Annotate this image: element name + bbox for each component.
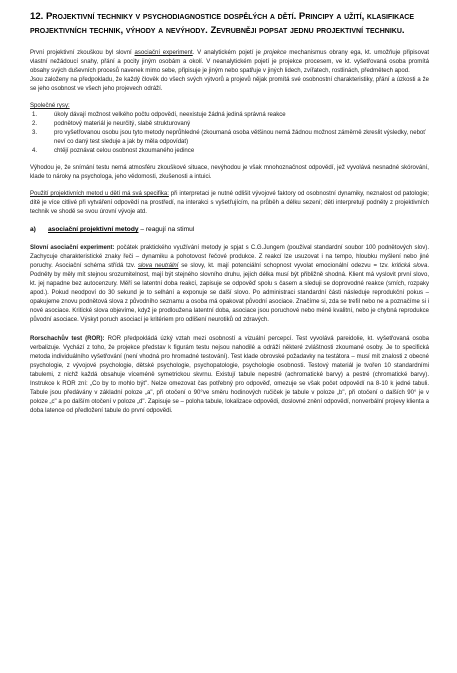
list-text: pro vyšetřovanou osobu jsou tyto metody neprůhledné (zkoumaná osoba většinou nemá žádnou možnost záměrně zkreslit výsledky, neboť neví co daný test sleduje a jak by měla odpovídat) — [54, 130, 426, 145]
intro-text-3: . V analytickém pojetí je — [192, 50, 264, 56]
intro-line-2: Jsou založeny na předpokladu, že každý člověk do všech svých výtvorů a projevů nějak promítá své osobnostní charakteristiky, přání a úzkosti a že se jeho osobnost ve všech jeho projevech odráží. — [30, 77, 429, 92]
intro-paragraph — [30, 49, 429, 94]
word-association-part-2: se slovy, kt. mají potenciální schopnost vyvolat emocionální odezvu = tzv. — [178, 263, 392, 269]
intro-term-projection: projekce — [263, 50, 287, 56]
list-number: 4. — [32, 148, 38, 154]
common-features-block — [30, 102, 429, 111]
rorschach-label: Rorschachův test (ROR): — [30, 336, 105, 342]
intro-text-1: První projektivní zkouškou byl slovní — [30, 50, 135, 56]
list-number: 1. — [32, 112, 38, 118]
list-text: podnětový materiál je neurčitý, slabě strukturovaný — [54, 121, 191, 127]
section-a-subtitle: – reagují na stimul — [138, 226, 195, 233]
word-association-part-3: . Podněty by měly mít stejnou srozumitelnost, mají být stejného slovního druhu, jejich délka musí být přibližně shodná. Klient má vyslovit první slovo, kt. jej napadne bez autocenzury. Měří se latentní doba reakcí, zapisuje se odpověď spolu s časem a sleduji se doprovodné reakce (smích, rozpaky apod.). Pokud neodpoví do 30 sekund je to selhání a exponuje se další slovo. Po administraci standardní části následuje reprodukční pokus – opakujeme znovu podnětová slova z původního seznamu a osoba má opakovat původní asociace. Značíme si, zda se trefil nebo ne a poznačíme si i nové asociace. Kritické slova objevíme, když je prodloužena latentní doba, asociace jsou poruchové nebo méně kvalitní, nebo je chybná reprodukce původní asociace. Výskyt poruch asociací je kritériem pro odlišení neurotiků od zdravých. — [30, 263, 429, 323]
term-neutral-words: slova neutrální — [137, 263, 179, 269]
title-text: Projektivní techniky v psychodiagnostice dospělých a dětí. Principy a užití, klasifikace projektivních technik, výhody a nevýhody. Zevrubněji popsat jednu projektivní techniku. — [30, 11, 414, 36]
intro-text-5: mechanismus obrany ega, kt. umožňuje připisovat vlastní nežádoucí snahy, přání a pocity jiným osobám a okolí. V neanalytickém pojetí je projekce procesem, ve kt. vyšetřovaná osoba promítá obsahy svých duševních procesů navenek mimo sebe, připisuje je jiným nebo spatřuje v jiných lidech, zvířatech, rostlinách, předmětech apod. — [30, 50, 430, 74]
list-number: 2. — [32, 121, 38, 127]
rorschach-paragraph — [30, 335, 429, 416]
list-item — [30, 111, 429, 120]
page-title — [30, 10, 429, 37]
word-association-paragraph — [30, 244, 429, 325]
title-number: 12. — [30, 11, 44, 22]
intro-line-1 — [30, 49, 429, 76]
pros-cons-text: Výhodou je, že snímání testu nemá atmosféru zkouškové situace, nevýhodou je však mnohoznačnost odpovědí, jež vyvolává nesnadné skórování, klade to nároky na psychologa, jeho vědomosti, zkušenosti a intuici. — [30, 165, 429, 180]
word-association-part-1: počátek praktického využívání metody je spjat s C.G.Jungem (používal standardní soubor 100 podnětových slov). Zachycuje charakteristické znaky řeči – dynamiku a pohotovost řečové produkce. Z reakcí lze usuzovat i na tempo, hloubku myšlení nebo jiné poruchy. Asociační schéma střídá tzv. — [30, 245, 430, 269]
list-item — [30, 129, 429, 147]
pros-cons-paragraph — [30, 164, 429, 182]
list-text: chtějí poznávat celou osobnost zkoumaného jedince — [54, 148, 195, 154]
list-text: úkoly dávají možnost velkého počtu odpovědí, neexistuje žádná jediná správná reakce — [54, 112, 286, 118]
children-usage-text: při interpretaci je nutné odlišit vývojové faktory od osobnostní dynamiky, neznalost od patologie; dítě je více citlivé při vytváření odpovědí na prostředí, na interakci s vyšetřujícím, na průběh a délku sezení; děti interpretují podněty z projektivních technik ve shodě se svou úrovní vývoje atd. — [30, 191, 429, 215]
word-association-label: Slovní asociační experiment: — [30, 245, 115, 251]
section-a-title: asociační projektivní metody — [48, 226, 139, 233]
word-association-text — [30, 244, 429, 325]
rorschach-body: ROR předpokládá úzký vztah mezi osobností a vizuální percepcí. Test vyvolává pareidolie, kt. vyšetřovaná osoba verbalizuje. Vychází z toho, že projekce představ k figurám testu nejsou nahodilé a odráží některé zvláštnosti zkoumané osoby. Je to specifická metoda individuálního vyšetřování (není vhodná pro hromadné testování). Test klade obrovské požadavky na testátora – musí mít znalosti z obecné psychologie, z vývojové psychologie, dětské psychologie, psychopatologie, psychologie osobnosti. Testový materiál je tvořen 10 standardními tabulemi, z nichž každá obsahuje víceméně symetrickou skvrnu. Existují tabule nepestré (achromatické barvy) a pestré (chromatické barvy). Instrukce k ROR zní: „Co by to mohlo být". Nelze omezovat čas potřebný pro odpověď, omezuje se však počet odpovědí na 8-10 k jedné tabuli. Tabule jsou předávány v základní poloze „a", při otočení o 90°ve směru hodinových ručiček je tabule v poloze „b", při otočení o dalších 90° je v poloze „c" a po dalším otočení v poloze „d". Zapisuje se – poloha tabule, lokalizace odpovědi, doslovné znění odpovědí, nonverbální projevy klienta a doba latence od předložení tabule do první odpovědi. — [30, 336, 430, 414]
list-item — [30, 120, 429, 129]
list-number: 3. — [32, 130, 38, 136]
section-a-heading — [30, 225, 429, 234]
children-usage-line — [30, 190, 429, 217]
children-usage-label: Použití projektivních metod u dětí má svá specifika: — [30, 191, 169, 197]
section-a-letter: a) — [30, 226, 36, 233]
children-usage-paragraph — [30, 190, 429, 217]
rorschach-text — [30, 335, 429, 416]
intro-term-association: asociační experiment — [134, 50, 193, 56]
common-features-list — [30, 111, 429, 156]
term-critical-words: kritická slova — [391, 263, 428, 269]
list-item — [30, 147, 429, 156]
common-features-label: Společné rysy: — [30, 103, 70, 109]
